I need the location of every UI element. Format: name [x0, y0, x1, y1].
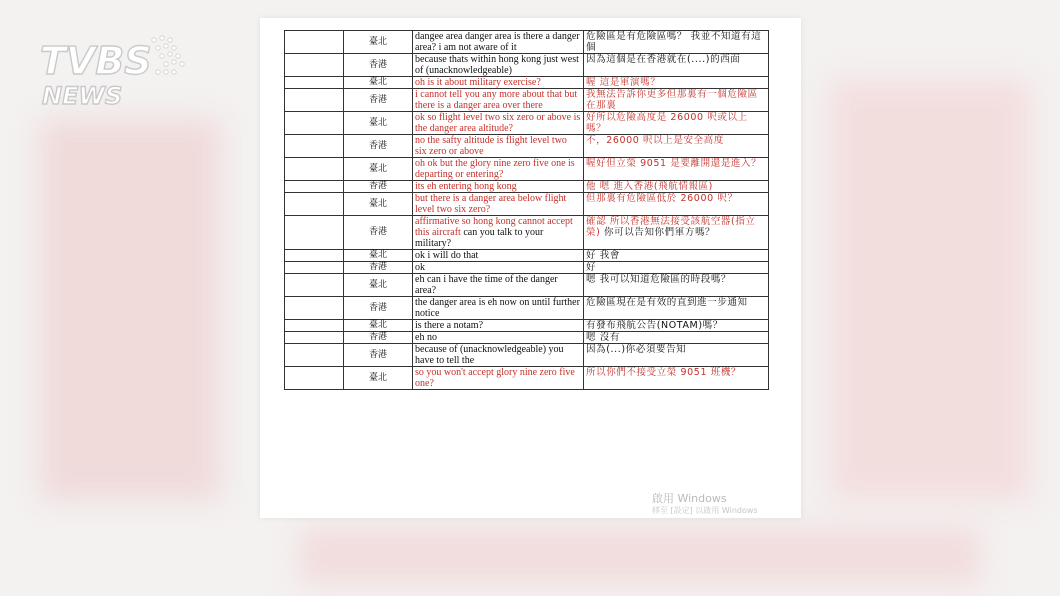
- speaker-cell: 香港: [344, 344, 413, 367]
- windows-activation-watermark: 啟用 Windows: [652, 492, 727, 505]
- transcript-row: [285, 193, 769, 216]
- logo-tvbs-text: TVBS: [40, 39, 152, 83]
- speaker-cell: 香港: [344, 181, 413, 193]
- english-transcript-cell: because of (unacknowledgeable) you have to tell the: [413, 344, 584, 367]
- chinese-translation-cell: 危險區現在是有效的直到進一步通知: [584, 297, 769, 320]
- chinese-translation-cell: 好 我會: [584, 250, 769, 262]
- english-transcript-cell: dangee area danger area is there a danger area? i am not aware of it: [413, 31, 584, 54]
- speaker-cell: 香港: [344, 54, 413, 77]
- logo-dots-icon: [152, 36, 184, 74]
- chinese-translation-cell: [584, 216, 769, 250]
- time-cell: [285, 77, 344, 89]
- time-cell: [285, 216, 344, 250]
- speaker-cell: 臺北: [344, 31, 413, 54]
- time-cell: [285, 181, 344, 193]
- speaker-cell: 香港: [344, 297, 413, 320]
- english-transcript-cell: [413, 216, 584, 250]
- speaker-cell: 臺北: [344, 158, 413, 181]
- speaker-cell: 香港: [344, 262, 413, 274]
- english-transcript-cell: so you won't accept glory nine zero five one?: [413, 367, 584, 390]
- chinese-translation-cell: 所以你們不接受立榮 9051 班機？: [584, 367, 769, 390]
- background-blur-left: [40, 120, 220, 500]
- english-transcript-cell: ok so flight level two six zero or above is the danger area altitude?: [413, 112, 584, 135]
- chinese-translation-cell: 但那裏有危險區低於 26000 呎？: [584, 193, 769, 216]
- transcript-row: [285, 135, 769, 158]
- time-cell: [285, 54, 344, 77]
- time-cell: [285, 112, 344, 135]
- time-cell: [285, 262, 344, 274]
- transcript-row: [285, 344, 769, 367]
- time-cell: [285, 193, 344, 216]
- transcript-table: [284, 30, 769, 390]
- transcript-row: [285, 31, 769, 54]
- english-transcript-cell: ok i will do that: [413, 250, 584, 262]
- transcript-row: [285, 54, 769, 77]
- transcript-row: [285, 77, 769, 89]
- chinese-translation-cell: 嗯 我可以知道危險區的時段嗎？: [584, 274, 769, 297]
- transcript-row: [285, 297, 769, 320]
- chinese-translation-cell: 喔好但立榮 9051 是要離開還是進入？: [584, 158, 769, 181]
- speaker-cell: 香港: [344, 332, 413, 344]
- time-cell: [285, 250, 344, 262]
- speaker-cell: 臺北: [344, 112, 413, 135]
- transcript-document: [260, 18, 801, 518]
- speaker-cell: 香港: [344, 135, 413, 158]
- time-cell: [285, 89, 344, 112]
- english-transcript-cell: the danger area is eh now on until further notice: [413, 297, 584, 320]
- transcript-row: [285, 250, 769, 262]
- transcript-row: [285, 367, 769, 390]
- chinese-black-part: 你可以告知你們軍方嗎？: [600, 227, 716, 238]
- transcript-row: [285, 320, 769, 332]
- logo-news-text: NEWS: [42, 82, 123, 110]
- english-transcript-cell: oh is it about military exercise?: [413, 77, 584, 89]
- tvbs-news-logo: [36, 30, 186, 110]
- english-black-part: can you talk to your military?: [415, 227, 544, 249]
- transcript-row: [285, 262, 769, 274]
- chinese-translation-cell: 好: [584, 262, 769, 274]
- time-cell: [285, 332, 344, 344]
- chinese-translation-cell: 他 嗯 進入香港(飛航情報區): [584, 181, 769, 193]
- background-blur-bottom: [300, 528, 980, 584]
- transcript-row: [285, 112, 769, 135]
- english-transcript-cell: because thats within hong kong just west of (unacknowledgeable): [413, 54, 584, 77]
- english-transcript-cell: i cannot tell you any more about that but there is a danger area over there: [413, 89, 584, 112]
- chinese-translation-cell: 危險區是有危險區嗎？ 我並不知道有這個: [584, 31, 769, 54]
- background-blur-right: [830, 80, 1030, 500]
- english-transcript-cell: eh no: [413, 332, 584, 344]
- chinese-translation-cell: 喔 這是軍演嗎？: [584, 77, 769, 89]
- english-red-part: affirmative so hong kong cannot accept this aircraft: [415, 216, 573, 238]
- chinese-translation-cell: 嗯 沒有: [584, 332, 769, 344]
- transcript-row: [285, 181, 769, 193]
- time-cell: [285, 367, 344, 390]
- time-cell: [285, 135, 344, 158]
- time-cell: [285, 320, 344, 332]
- time-cell: [285, 344, 344, 367]
- speaker-cell: 臺北: [344, 77, 413, 89]
- english-transcript-cell: eh can i have the time of the danger area?: [413, 274, 584, 297]
- chinese-red-part: 確認 所以香港無法接受該航空器(指立榮): [586, 216, 756, 238]
- transcript-row: [285, 158, 769, 181]
- time-cell: [285, 274, 344, 297]
- english-transcript-cell: but there is a danger area below flight level two six zero?: [413, 193, 584, 216]
- speaker-cell: 臺北: [344, 250, 413, 262]
- time-cell: [285, 31, 344, 54]
- english-transcript-cell: no the safty altitude is flight level two six zero or above: [413, 135, 584, 158]
- transcript-row: [285, 332, 769, 344]
- speaker-cell: 臺北: [344, 367, 413, 390]
- transcript-row: [285, 274, 769, 297]
- english-transcript-cell: is there a notam?: [413, 320, 584, 332]
- speaker-cell: 香港: [344, 89, 413, 112]
- english-transcript-cell: oh ok but the glory nine zero five one is departing or entering?: [413, 158, 584, 181]
- speaker-cell: 臺北: [344, 193, 413, 216]
- chinese-translation-cell: 不，26000 呎以上是安全高度: [584, 135, 769, 158]
- english-transcript-cell: its eh entering hong kong: [413, 181, 584, 193]
- transcript-row: [285, 216, 769, 250]
- speaker-cell: 臺北: [344, 320, 413, 332]
- chinese-translation-cell: 因為(...)你必須要告知: [584, 344, 769, 367]
- windows-activation-hint: 移至 [設定] 以啟用 Windows: [652, 506, 758, 515]
- time-cell: [285, 158, 344, 181]
- time-cell: [285, 297, 344, 320]
- english-transcript-cell: ok: [413, 262, 584, 274]
- speaker-cell: 臺北: [344, 274, 413, 297]
- chinese-translation-cell: 因為這個是在香港就在(....)的西面: [584, 54, 769, 77]
- chinese-translation-cell: 好所以危險高度是 26000 呎或以上嗎？: [584, 112, 769, 135]
- chinese-translation-cell: 我無法告訴你更多但那裏有一個危險區在那裏: [584, 89, 769, 112]
- speaker-cell: 香港: [344, 216, 413, 250]
- chinese-translation-cell: 有發布飛航公告(NOTAM)嗎？: [584, 320, 769, 332]
- transcript-row: [285, 89, 769, 112]
